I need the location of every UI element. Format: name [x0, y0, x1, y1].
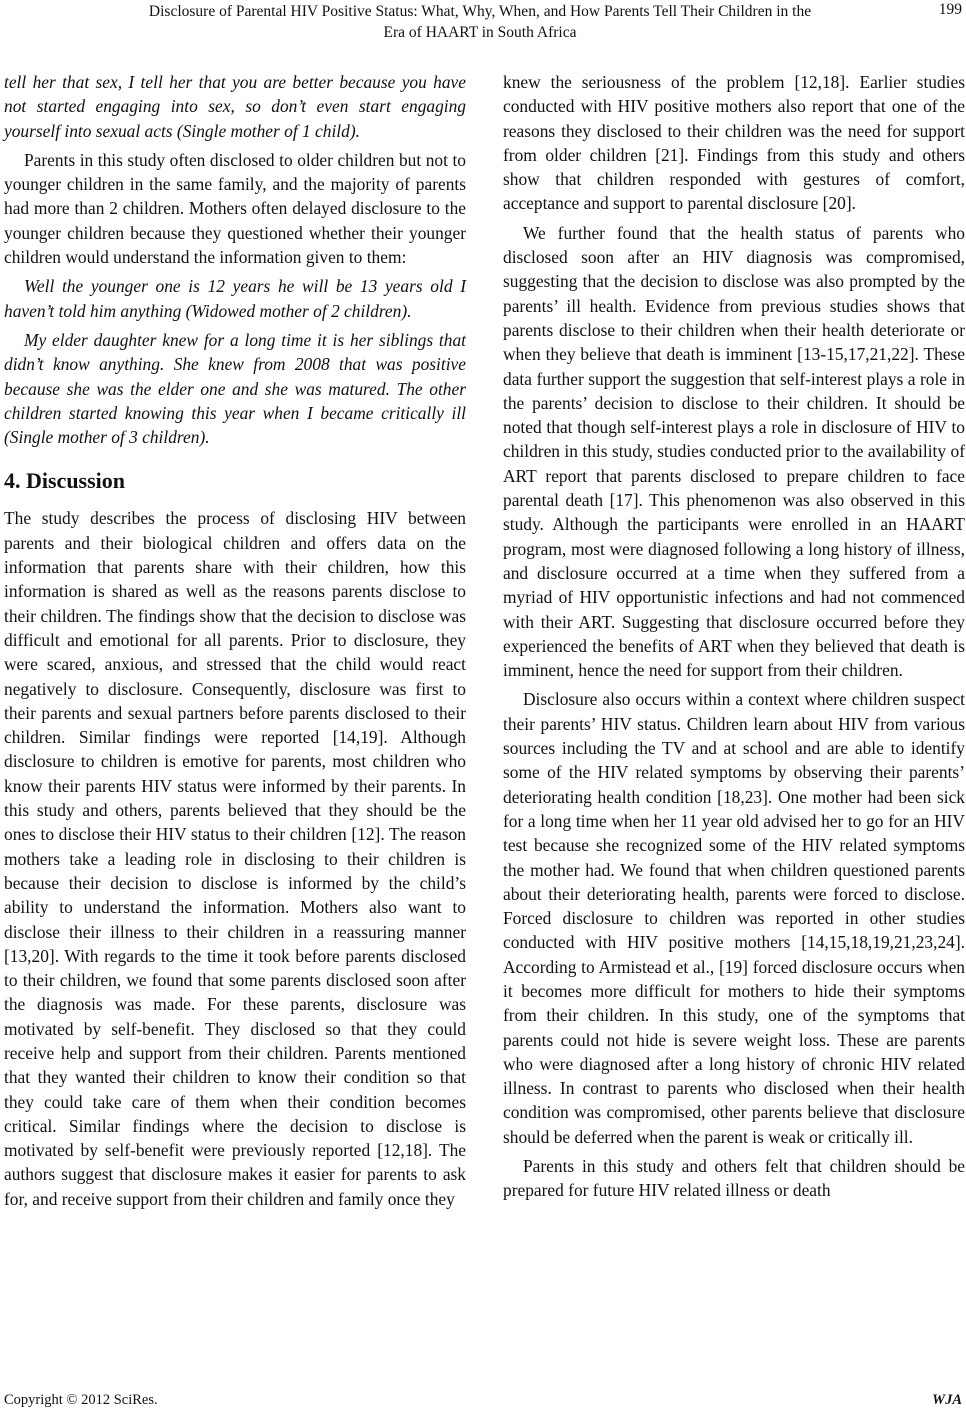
page-header — [0, 0, 966, 44]
running-title-line-1: Disclosure of Parental HIV Positive Status: What, Why, When, and How Parents Tell Their Children in the — [148, 3, 812, 20]
page-number: 199 — [938, 1, 962, 18]
copyright-notice: Copyright © 2012 SciRes. — [4, 1392, 158, 1408]
right-column — [503, 70, 965, 1208]
running-title-line-2: Era of HAART in South Africa — [383, 24, 577, 41]
body-paragraph: Parents in this study and others felt that children should be prepared for future HIV related illness or death — [503, 1156, 965, 1201]
body-paragraph: Disclosure also occurs within a context where children suspect their parents’ HIV status. Children learn about HIV from various sources including the TV and at school and are able to identify some of the HIV related symptoms by observing their parents’ deteriorating health condition [18,23]. One mother had been sick for a long time when her 11 year old advised her to go for an HIV test because she recognized some of the HIV related symptoms the mother had. We found that when children questioned parents about their deteriorating health, parents were forced to disclose. Forced disclosure to children was reported in other studies conducted with HIV positive mothers [14,15,18,19,21,23,24]. According to Armistead et al., [19] forced disclosure occurs when it becomes more difficult for mothers to hide their symptoms from their children. In this study, one of the symptoms that parents could not hide is severe weight loss. These are parents who were diagnosed after a long history of chronic HIV related illness. In contrast to parents who disclosed when their health condition was compromised, other parents believe that disclosure should be deferred when the parent is weak or critically ill. — [503, 689, 965, 1147]
body-paragraph: Parents in this study often disclosed to older children but not to younger children in the same family, and the majority of parents had more than 2 children. Mothers often delayed disclosure to the younger children because they questioned whether their younger children would understand the information given to them: — [4, 149, 466, 268]
running-title — [60, 1, 900, 43]
left-column — [4, 70, 466, 1216]
quote-paragraph: My elder daughter knew for a long time it is her siblings that didn’t know anything. She knew from 2008 that was positive because she was the elder one and she was matured. The other children started knowing this year when I became critically ill (Single mother of 3 children). — [4, 329, 466, 448]
body-paragraph: The study describes the process of disclosing HIV between parents and their biological children and offers data on the information that parents share with their children, how this information is shared as well as the reasons parents disclose to their children. The findings show that the decision to disclose was difficult and emotional for all parents. Prior to disclosure, they were scared, anxious, and stressed that the child would react negatively to disclosure. Consequently, disclosure was first to their parents and sexual partners before parents disclosed to their children. Similar findings were reported [14,19]. Although disclosure to children is emotive for parents, most children who know their parents HIV status were informed by their parents. In this study and others, parents believed that they should be the ones to disclose their HIV status to their children [12]. The reason mothers take a leading role in disclosing to their children is because their decision to disclose is informed by the child’s ability to understand the information. Mothers also want to disclose their illness to their children in a reassuring manner [13,20]. With regards to the time it took before parents disclosed to their children, we found that some parents disclosed soon after the diagnosis was made. For these parents, disclosure was motivated by self-benefit. They disclosed so that they could receive help and support from their children. Parents mentioned that they wanted their children to know their condition so that they could take care of them when their condition becomes critical. Similar findings where the decision to disclose is motivated by self-benefit were previously reported [12,18]. The authors suggest that disclosure makes it easier for parents to ask for, and receive support from their children and family once they — [4, 508, 466, 1209]
body-paragraph: We further found that the health status of parents who disclosed soon after an HIV diagnosis was compromised, suggesting that the decision to disclose was also prompted by the parents’ ill health. Evidence from previous studies shows that parents disclose to their children when their health deteriorate or when they believe that death is imminent [13-15,17,21,22]. These data further support the suggestion that self-interest plays a role in the parents’ decision to disclose to their children. It should be noted that though self-interest plays a role in disclosure of HIV to children in this study, studies conducted prior to the availability of ART report that parents disclosed to prepare children to face parental death [17]. This phenomenon was also observed in this study. Although the participants were enrolled in an HAART program, most were diagnosed following a long history of illness, and disclosure occurred at a time when they suffered from a myriad of HIV opportunistic infections and had not commenced with their ART. Suggesting that disclosure occurred before they experienced the benefits of ART when they believed that death is imminent, hence the need for support from their children. — [503, 222, 965, 681]
body-paragraph: knew the seriousness of the problem [12,18]. Earlier studies conducted with HIV positive mothers also report that one of the reasons they disclosed to their children was the need for support from older children [21]. Findings from this study and others show that children responded with gestures of comfort, acceptance and support to parental disclosure [20]. — [503, 72, 965, 214]
page-footer — [0, 1390, 966, 1414]
section-heading: 4. Discussion — [4, 468, 126, 494]
quote-paragraph: tell her that sex, I tell her that you are better because you have not started engaging into sex, so don’t even start engaging yourself into sexual acts (Single mother of 1 child). — [4, 72, 466, 141]
quote-paragraph: Well the younger one is 12 years he will be 13 years old I haven’t told him anything (Widowed mother of 2 children). — [4, 276, 466, 321]
journal-abbrev: WJA — [932, 1392, 962, 1408]
